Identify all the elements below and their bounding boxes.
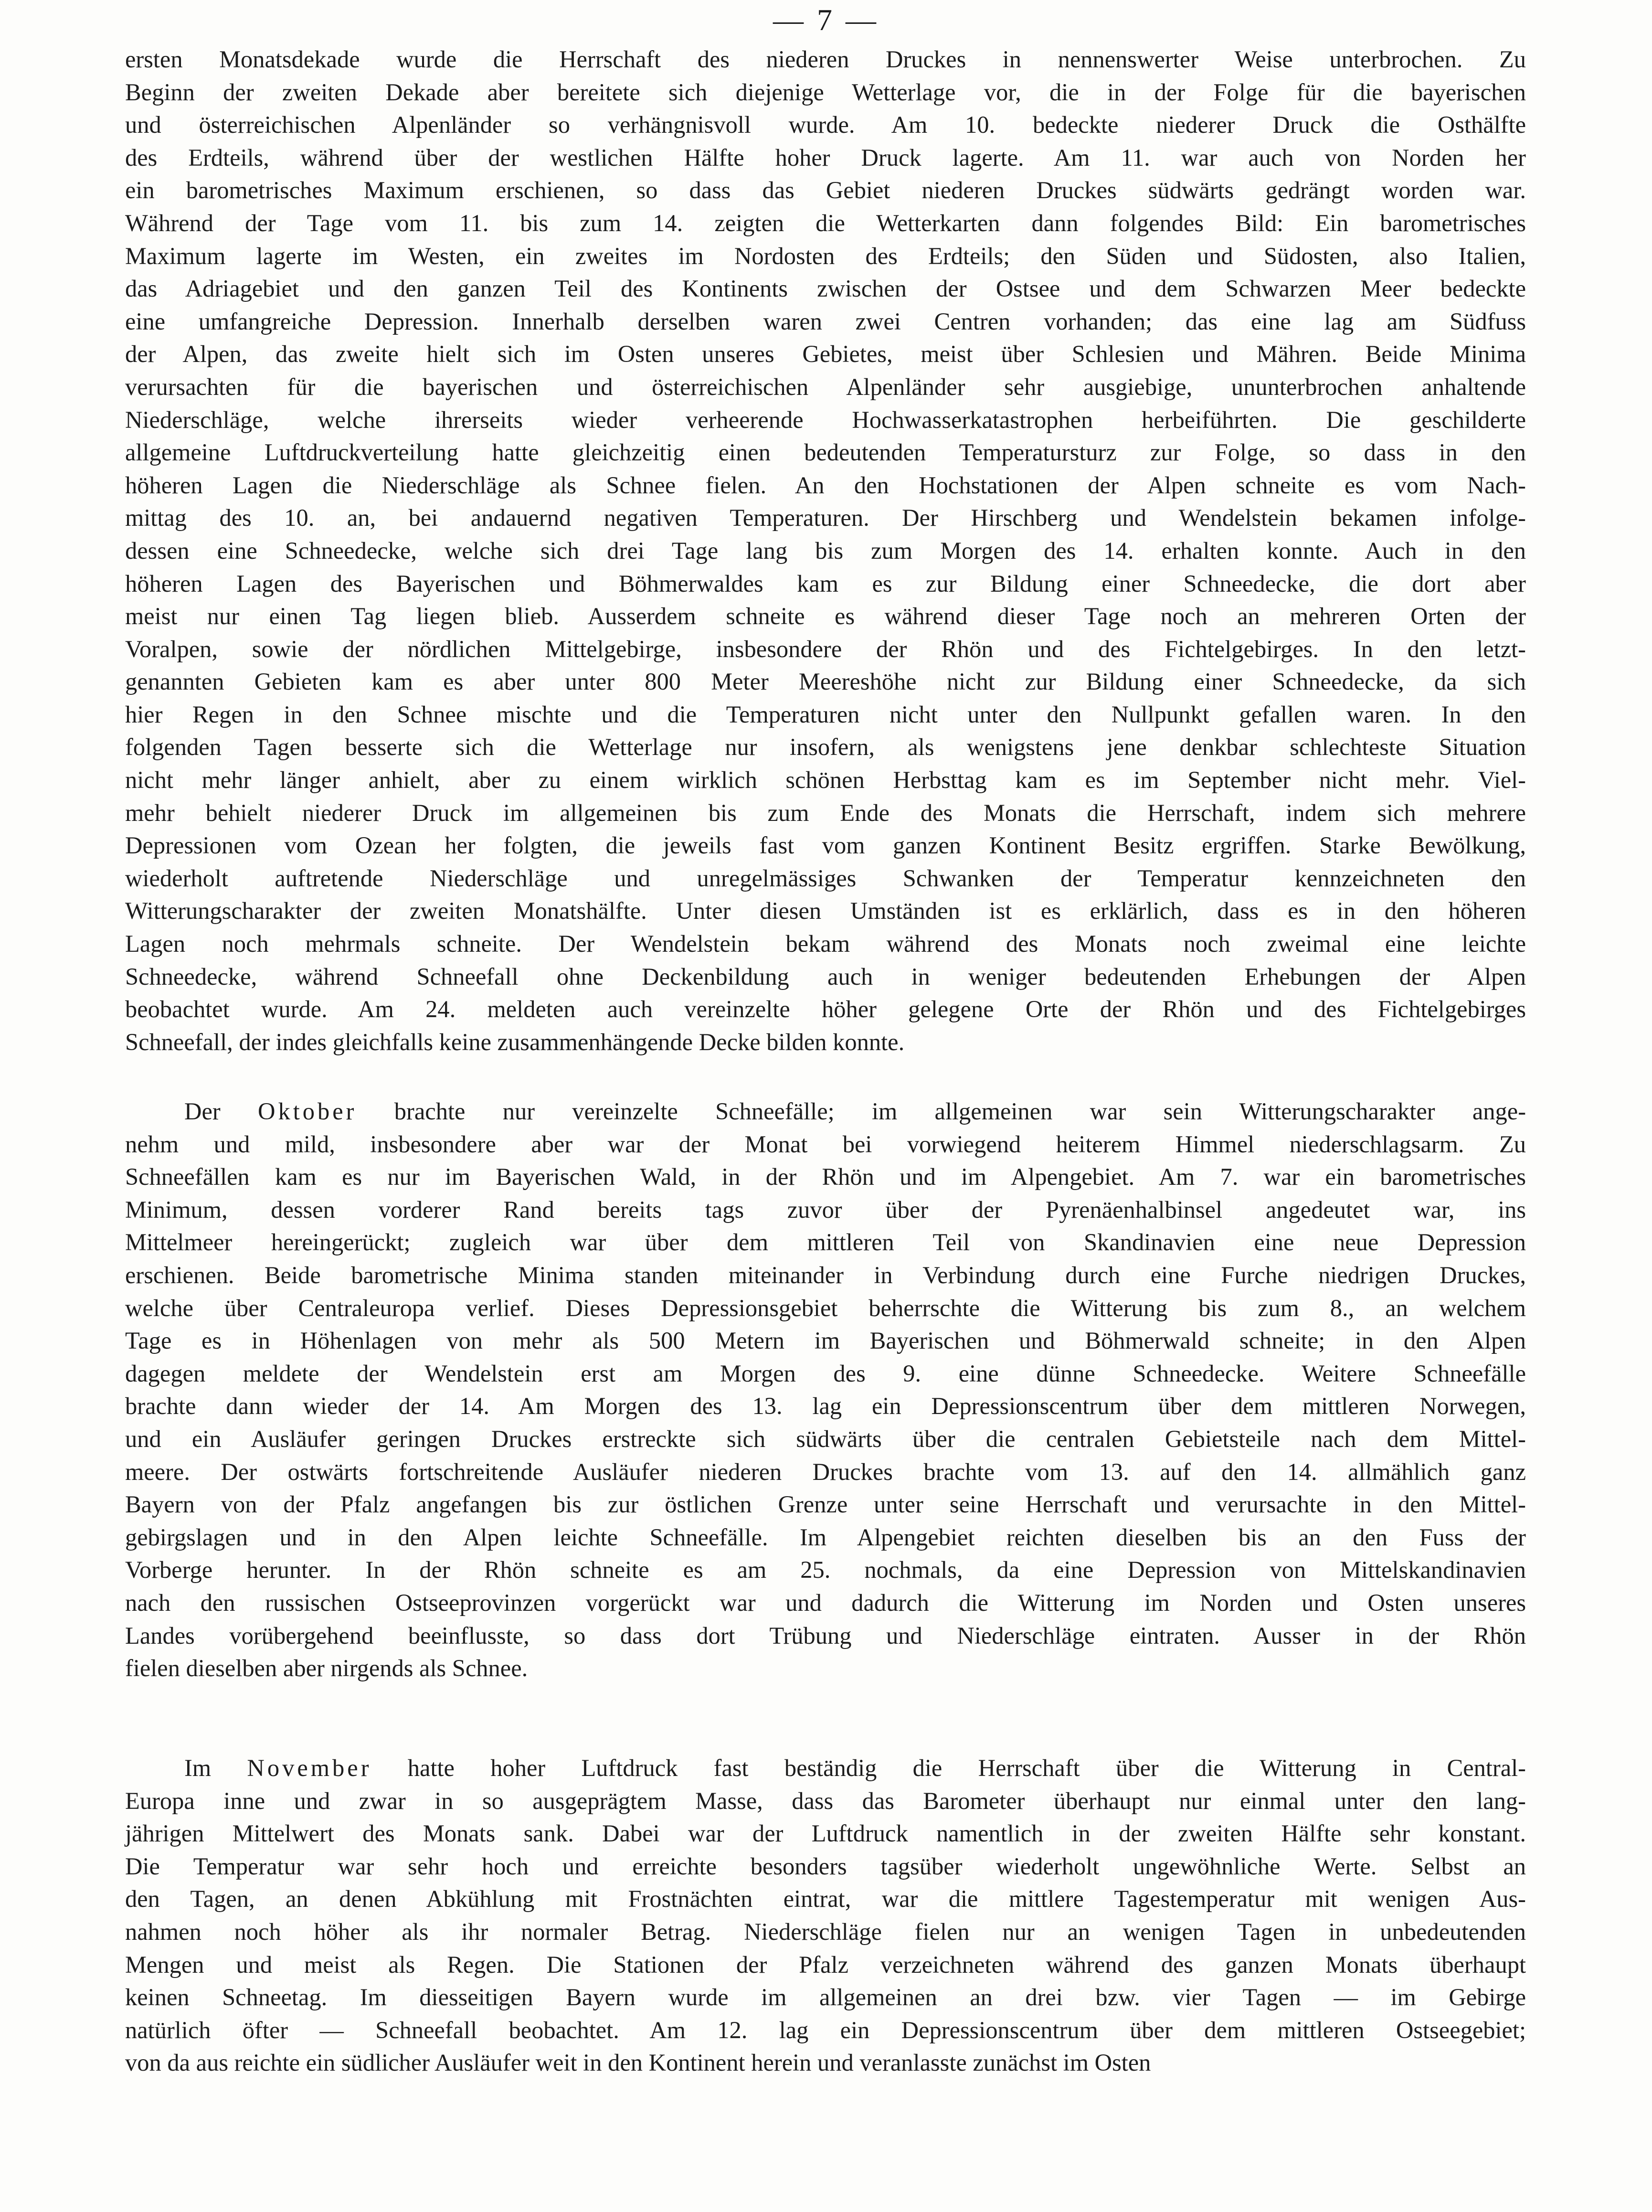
text-line: höheren Lagen des Bayerischen und Böhmerwaldes kam es zur Bildung einer Schneedecke, die dort aber: [125, 570, 1526, 597]
text-line: den Tagen, an denen Abkühlung mit Frostnächten eintrat, war die mittlere Tagestemperatur mit wenigen Aus-: [125, 1885, 1526, 1913]
text-line: nehm und mild, insbesondere aber war der Monat bei vorwiegend heiterem Himmel niederschlagsarm. Zu: [125, 1130, 1526, 1158]
text-line: verursachten für die bayerischen und österreichischen Alpenländer sehr ausgiebige, ununterbrochen anhaltende: [125, 373, 1526, 400]
text-line: Beginn der zweiten Dekade aber bereitete sich diejenige Wetterlage vor, die in der Folge für die bayerischen: [125, 78, 1526, 106]
text-line: Schneefall, der indes gleichfalls keine zusammenhängende Decke bilden konnte.: [125, 1028, 905, 1055]
text-line: Landes vorübergehend beeinflusste, so dass dort Trübung und Niederschläge eintraten. Ausser in der Rhön: [125, 1622, 1526, 1649]
page-number: — 7 —: [773, 3, 879, 37]
text-line: genannten Gebieten kam es aber unter 800 Meter Meereshöhe nicht zur Bildung einer Schneedecke, da sich: [125, 668, 1526, 695]
text-line: meere. Der ostwärts fortschreitende Ausläufer niederen Druckes brachte vom 13. auf den 14. allmählich ganz: [125, 1458, 1526, 1485]
text-line: natürlich öfter — Schneefall beobachtet. Am 12. lag ein Depressionscentrum über dem mittleren Ostseegebiet;: [125, 2016, 1526, 2043]
text-line: keinen Schneetag. Im diesseitigen Bayern wurde im allgemeinen an drei bzw. vier Tagen — im Gebirge: [125, 1984, 1526, 2011]
text-line: nicht mehr länger anhielt, aber zu einem wirklich schönen Herbsttag kam es im September nicht mehr. Viel-: [125, 766, 1526, 794]
text-line: nahmen noch höher als ihr normaler Betrag. Niederschläge fielen nur an wenigen Tagen in unbedeutenden: [125, 1918, 1526, 1945]
text-line: ein barometrisches Maximum erschienen, so dass das Gebiet niederen Druckes südwärts gedrängt worden war.: [125, 177, 1526, 204]
text-line: Europa inne und zwar in so ausgeprägtem Masse, dass das Barometer überhaupt nur einmal unter den lang-: [125, 1787, 1526, 1814]
text-line: höheren Lagen die Niederschläge als Schnee fielen. An den Hochstationen der Alpen schneite es vom Nach-: [125, 471, 1526, 499]
paragraph-november: [125, 1752, 1526, 2079]
text-line: jährigen Mittelwert des Monats sank. Dabei war der Luftdruck namentlich in der zweiten Hälfte sehr konstant.: [125, 1820, 1526, 1847]
text-line: dagegen meldete der Wendelstein erst am Morgen des 9. eine dünne Schneedecke. Weitere Schneefälle: [125, 1360, 1526, 1387]
paragraph-october: [125, 1095, 1526, 1685]
text-line: meist nur einen Tag liegen blieb. Ausserdem schneite es während dieser Tage noch an mehreren Orten der: [125, 603, 1526, 630]
text-line: Der Oktober brachte nur vereinzelte Schneefälle; im allgemeinen war sein Witterungscharakter ange-: [184, 1098, 1526, 1125]
text-line: und österreichischen Alpenländer so verhängnisvoll wurde. Am 10. bedeckte niederer Druck die Osthälfte: [125, 111, 1526, 138]
text-line: Während der Tage vom 11. bis zum 14. zeigten die Wetterkarten dann folgendes Bild: Ein barometrisches: [125, 209, 1526, 236]
text-line: hier Regen in den Schnee mischte und die Temperaturen nicht unter den Nullpunkt gefallen waren. In den: [125, 701, 1526, 728]
text-line: mittag des 10. an, bei andauernd negativen Temperaturen. Der Hirschberg und Wendelstein bekamen infolge-: [125, 504, 1526, 532]
text-line: fielen dieselben aber nirgends als Schnee.: [125, 1655, 528, 1682]
text-line: eine umfangreiche Depression. Innerhalb derselben waren zwei Centren vorhanden; das eine lag am Südfuss: [125, 308, 1526, 335]
text-line: und ein Ausläufer geringen Druckes erstreckte sich südwärts über die centralen Gebietsteile nach dem Mittel-: [125, 1425, 1526, 1452]
text-line: Schneedecke, während Schneefall ohne Deckenbildung auch in weniger bedeutenden Erhebungen der Alpen: [125, 963, 1526, 990]
text-line: Schneefällen kam es nur im Bayerischen Wald, in der Rhön und im Alpengebiet. Am 7. war ein barometrisches: [125, 1163, 1526, 1191]
text-line: Tage es in Höhenlagen von mehr als 500 Metern im Bayerischen und Böhmerwald schneite; in den Alpen: [125, 1327, 1526, 1354]
text-line: Maximum lagerte im Westen, ein zweites im Nordosten des Erdteils; den Süden und Südosten, also Italien,: [125, 242, 1526, 269]
text-line: welche über Centraleuropa verlief. Dieses Depressionsgebiet beherrschte die Witterung bis zum 8., an welchem: [125, 1294, 1526, 1321]
month-lead-word: November: [247, 1755, 372, 1781]
text-line: ersten Monatsdekade wurde die Herrschaft des niederen Druckes in nennenswerter Weise unterbrochen. Zu: [125, 46, 1526, 73]
text-line: Im November hatte hoher Luftdruck fast beständig die Herrschaft über die Witterung in Central-: [184, 1755, 1526, 1781]
text-line: des Erdteils, während über der westlichen Hälfte hoher Druck lagerte. Am 11. war auch von Norden her: [125, 144, 1526, 171]
text-line: dessen eine Schneedecke, welche sich drei Tage lang bis zum Morgen des 14. erhalten konnte. Auch in den: [125, 537, 1526, 564]
text-line: mehr behielt niederer Druck im allgemeinen bis zum Ende des Monats die Herrschaft, indem sich mehrere: [125, 799, 1526, 826]
text-line: Depressionen vom Ozean her folgten, die jeweils fast vom ganzen Kontinent Besitz ergriffen. Starke Bewölkung,: [125, 832, 1526, 859]
text-line: nach den russischen Ostseeprovinzen vorgerückt war und dadurch die Witterung im Norden und Osten unseres: [125, 1589, 1526, 1616]
text-line: Lagen noch mehrmals schneite. Der Wendelstein bekam während des Monats noch zweimal eine leichte: [125, 930, 1526, 957]
text-line: beobachtet wurde. Am 24. meldeten auch vereinzelte höher gelegene Orte der Rhön und des Fichtelgebirges: [125, 996, 1526, 1023]
text-line: allgemeine Luftdruckverteilung hatte gleichzeitig einen bedeutenden Temperatursturz zur Folge, so dass in den: [125, 439, 1526, 466]
text-line: Die Temperatur war sehr hoch und erreichte besonders tagsüber wiederholt ungewöhnliche Werte. Selbst an: [125, 1852, 1526, 1880]
text-line: Niederschläge, welche ihrerseits wieder verheerende Hochwasserkatastrophen herbeiführten. Die geschilderte: [125, 406, 1526, 433]
text-line: Bayern von der Pfalz angefangen bis zur östlichen Grenze unter seine Herrschaft und verursachte in den Mittel-: [125, 1491, 1526, 1518]
paragraph-september: [125, 43, 1526, 1058]
text-line: Vorberge herunter. In der Rhön schneite es am 25. nochmals, da eine Depression von Mittelskandinavien: [125, 1556, 1526, 1584]
text-line: das Adriagebiet und den ganzen Teil des Kontinents zwischen der Ostsee und dem Schwarzen Meer bedeckte: [125, 275, 1526, 302]
text-line: brachte dann wieder der 14. Am Morgen des 13. lag ein Depressionscentrum über dem mittleren Norwegen,: [125, 1393, 1526, 1420]
text-line: der Alpen, das zweite hielt sich im Osten unseres Gebietes, meist über Schlesien und Mähren. Beide Minima: [125, 340, 1526, 368]
text-line: Witterungscharakter der zweiten Monatshälfte. Unter diesen Umständen ist es erklärlich, dass es in den höheren: [125, 897, 1526, 925]
text-line: von da aus reichte ein südlicher Ausläufer weit in den Kontinent herein und veranlasste zunächst im Osten: [125, 2049, 1151, 2076]
text-line: folgenden Tagen besserte sich die Wetterlage nur insofern, als wenigstens jene denkbar schlechteste Situation: [125, 734, 1526, 761]
text-line: Mittelmeer hereingerückt; zugleich war über dem mittleren Teil von Skandinavien eine neue Depression: [125, 1229, 1526, 1256]
text-line: wiederholt auftretende Niederschläge und unregelmässiges Schwanken der Temperatur kennzeichneten den: [125, 864, 1526, 892]
text-line: Mengen und meist als Regen. Die Stationen der Pfalz verzeichneten während des ganzen Monats überhaupt: [125, 1951, 1526, 1978]
text-line: Voralpen, sowie der nördlichen Mittelgebirge, insbesondere der Rhön und des Fichtelgebirges. In den letzt-: [125, 635, 1526, 662]
text-line: Minimum, dessen vorderer Rand bereits tags zuvor über der Pyrenäenhalbinsel angedeutet war, ins: [125, 1196, 1526, 1223]
text-line: erschienen. Beide barometrische Minima standen miteinander in Verbindung durch eine Furche niedrigen Druckes,: [125, 1261, 1526, 1288]
month-lead-word: Oktober: [258, 1098, 357, 1125]
text-line: gebirgslagen und in den Alpen leichte Schneefälle. Im Alpengebiet reichten dieselben bis an den Fuss der: [125, 1523, 1526, 1551]
